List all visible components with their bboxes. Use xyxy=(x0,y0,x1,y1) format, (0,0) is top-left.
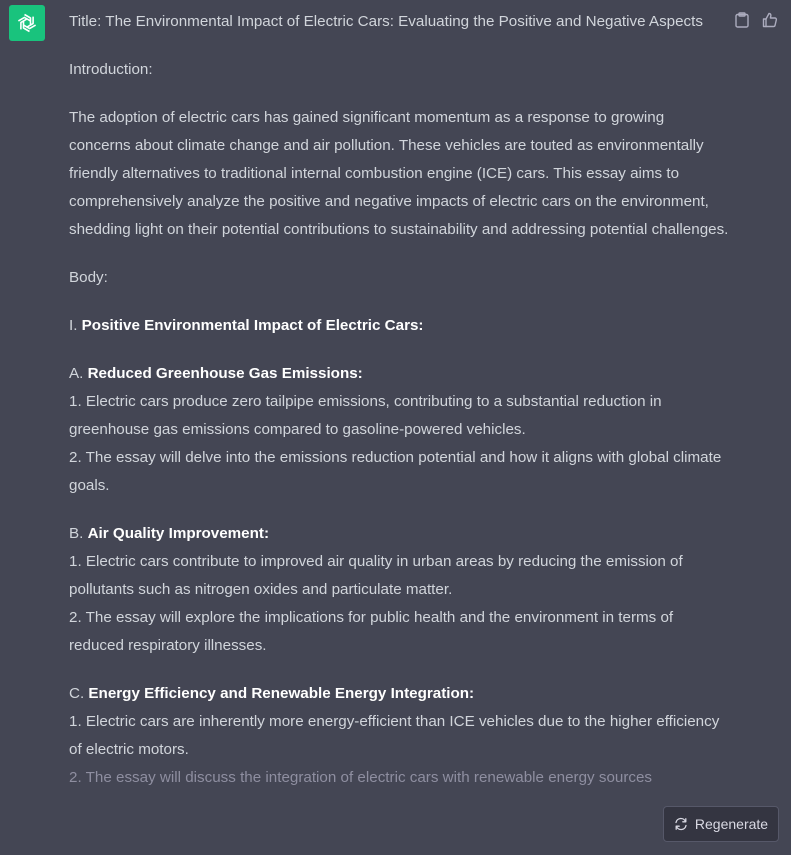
subsection-prefix: B. xyxy=(69,525,88,542)
essay-title: Title: The Environmental Impact of Electric Cars: Evaluating the Positive and Negative Aspects xyxy=(69,13,703,30)
subsection-title: Energy Efficiency and Renewable Energy Integration: xyxy=(88,685,475,702)
list-item: 1. Electric cars contribute to improved air quality in urban areas by reducing the emission of pollutants such as nitrogen oxides and particulate matter. xyxy=(69,553,683,598)
list-item: 1. Electric cars produce zero tailpipe emissions, contributing to a substantial reduction in greenhouse gas emissions compared to gasoline-powered vehicles. xyxy=(69,393,662,438)
intro-heading: Introduction: xyxy=(69,61,153,78)
subsection-title: Reduced Greenhouse Gas Emissions: xyxy=(87,365,363,382)
openai-logo-icon xyxy=(15,11,39,35)
subsection-prefix: A. xyxy=(69,365,88,382)
assistant-avatar xyxy=(9,5,45,41)
assistant-message xyxy=(69,8,729,812)
section-heading xyxy=(69,312,729,340)
message-actions xyxy=(733,11,779,29)
subsection-b xyxy=(69,520,729,660)
subsection-prefix: C. xyxy=(69,685,89,702)
body-heading: Body: xyxy=(69,269,108,286)
thumbs-up-icon xyxy=(762,12,778,28)
regenerate-label: Regenerate xyxy=(694,816,769,832)
section-prefix: I. xyxy=(69,317,82,334)
clipboard-icon xyxy=(735,12,749,28)
list-item: 2. The essay will discuss the integration of electric cars with renewable energy sources xyxy=(69,769,653,786)
intro-paragraph: The adoption of electric cars has gained significant momentum as a response to growing concerns about climate change and air pollution. These vehicles are touted as environmentally friendly alternatives to traditional internal combustion engine (ICE) cars. This essay aims to comprehensively analyze the positive and negative impacts of electric cars on the environment, shedding light on their potential contributions to sustainability and addressing potential challenges. xyxy=(69,109,729,238)
subsection-c xyxy=(69,680,729,792)
refresh-icon xyxy=(674,817,688,831)
regenerate-button[interactable] xyxy=(663,806,779,842)
list-item: 2. The essay will delve into the emissions reduction potential and how it aligns with global climate goals. xyxy=(69,449,722,494)
subsection-a xyxy=(69,360,729,500)
subsection-title: Air Quality Improvement: xyxy=(87,525,270,542)
copy-button[interactable] xyxy=(733,11,751,29)
section-title: Positive Environmental Impact of Electric Cars: xyxy=(81,317,424,334)
list-item: 2. The essay will explore the implications for public health and the environment in terms of reduced respiratory illnesses. xyxy=(69,609,674,654)
thumbs-up-button[interactable] xyxy=(761,11,779,29)
list-item: 1. Electric cars are inherently more energy-efficient than ICE vehicles due to the higher efficiency of electric motors. xyxy=(69,713,720,758)
